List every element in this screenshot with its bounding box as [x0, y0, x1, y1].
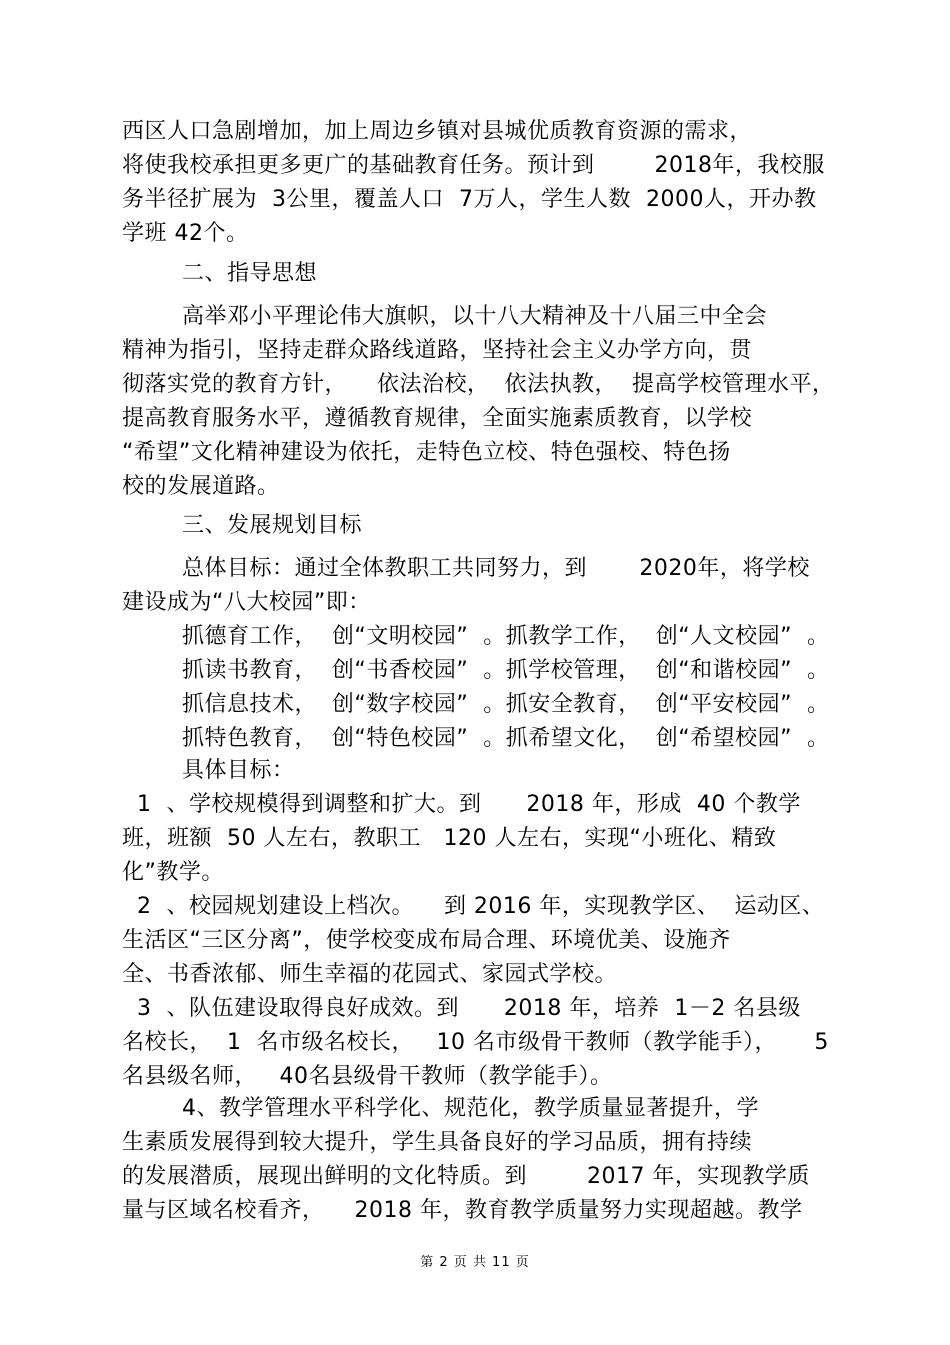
text-line: 量与区域名校看齐， 2018 年，教育教学质量努力实现超越。教学	[122, 1198, 803, 1223]
text-line: 4、教学管理水平科学化、规范化，教学质量显著提升，学	[122, 1096, 759, 1121]
text-line: 校的发展道路。	[122, 474, 280, 499]
text-line: 具体目标：	[122, 758, 295, 783]
text-line: 生活区“三区分离”，使学校变成布局合理、环境优美、设施齐	[122, 928, 731, 953]
text-line: 学班 42个。	[122, 221, 249, 246]
text-line: 建设成为“八大校园”即：	[122, 590, 371, 615]
text-line: 生素质发展得到较大提升，学生具备良好的学习品质，拥有持续	[122, 1130, 753, 1155]
text-line: 抓读书教育， 创“书香校园” 。抓学校管理， 创“和谐校园” 。	[122, 658, 830, 683]
section-heading: 三、发展规划目标	[122, 513, 362, 538]
text-line: 抓特色教育， 创“特色校园” 。抓希望文化， 创“希望校园” 。	[122, 726, 830, 751]
text-line: 名校长， 1 名市级名校长， 10 名市级骨干教师（教学能手）， 5	[122, 1030, 829, 1055]
text-line: 提高教育服务水平，遵循教育规律，全面实施素质教育，以学校	[122, 406, 753, 431]
text-line: 班，班额 50 人左右，教职工 120 人左右，实现“小班化、精致	[122, 826, 777, 851]
text-line: 彻落实党的教育方针， 依法治校， 依法执教， 提高学校管理水平，	[122, 372, 835, 397]
text-line: 3 、队伍建设取得良好成效。到 2018 年，培养 1－2 名县级	[122, 996, 801, 1021]
text-line: 总体目标：通过全体教职工共同努力，到 2020年，将学校	[122, 556, 810, 581]
page-footer: 第 2 页 共 11 页	[420, 1255, 530, 1270]
text-line: 抓德育工作， 创“文明校园” 。抓教学工作， 创“人文校园” 。	[122, 624, 830, 649]
text-line: 抓信息技术， 创“数字校园” 。抓安全教育， 创“平安校园” 。	[122, 692, 830, 717]
text-line: “希望”文化精神建设为依托，走特色立校、特色强校、特色扬	[122, 440, 731, 465]
text-line: 高举邓小平理论伟大旗帜，以十八大精神及十八届三中全会	[122, 304, 767, 329]
text-line: 务半径扩展为 3公里，覆盖人口 7万人，学生人数 2000人，开办教	[122, 187, 817, 212]
text-line: 2 、校园规划建设上档次。 到 2016 年，实现教学区、 运动区、	[122, 894, 825, 919]
text-line: 将使我校承担更多更广的基础教育任务。预计到 2018年，我校服	[122, 153, 825, 178]
section-heading: 二、指导思想	[122, 261, 317, 286]
text-line: 精神为指引，坚持走群众路线道路，坚持社会主义办学方向，贯	[122, 338, 753, 363]
text-line: 西区人口急剧增加，加上周边乡镇对县城优质教育资源的需求，	[122, 119, 753, 144]
text-line: 的发展潜质，展现出鲜明的文化特质。到 2017 年，实现教学质	[122, 1164, 810, 1189]
text-line: 1 、学校规模得到调整和扩大。到 2018 年，形成 40 个教学	[122, 792, 801, 817]
text-line: 化”教学。	[122, 860, 224, 885]
text-line: 名县级名师， 40名县级骨干教师（教学能手）。	[122, 1064, 613, 1089]
text-line: 全、书香浓郁、师生幸福的花园式、家园式学校。	[122, 962, 618, 987]
